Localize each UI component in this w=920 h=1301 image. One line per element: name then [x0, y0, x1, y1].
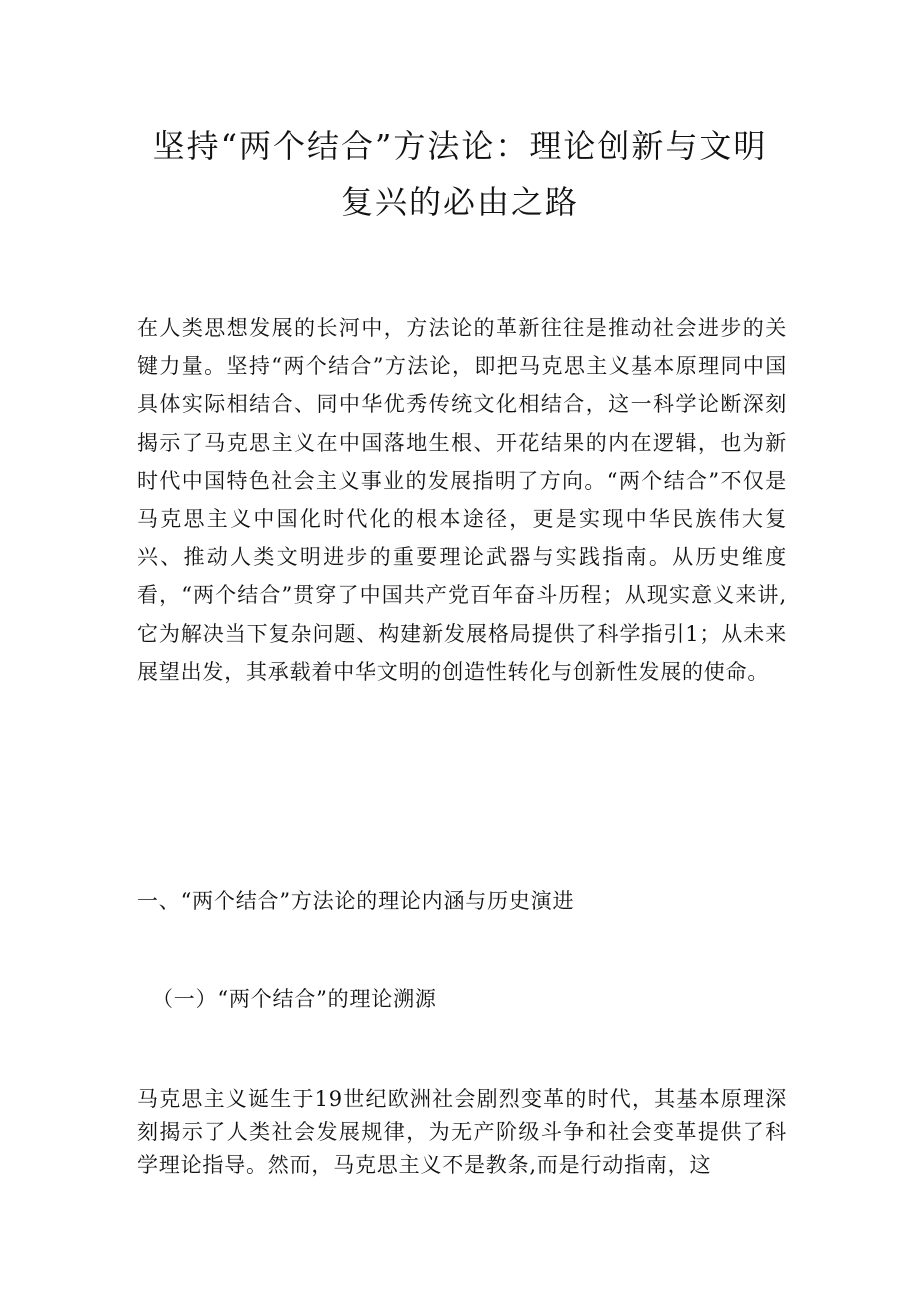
section-heading: 一、“两个结合”方法论的理论内涵与历史演进 [137, 889, 575, 913]
intro-paragraph: 在人类思想发展的长河中，方法论的革新往往是推动社会进步的关键力量。坚持“两个结合”方法论，即把马克思主义基本原理同中国具体实际相结合、同中华优秀传统文化相结合，这一科学论断深刻揭示了马克思主义在中国落地生根、开花结果的内在逻辑，也为新时代中国特色社会主义事业的发展指明了方向。“两个结合”不仅是马克思主义中国化时代化的根本途径，更是实现中华民族伟大复兴、推动人类文明进步的重要理论武器与实践指南。从历史维度看，“两个结合”贯穿了中国共产党百年奋斗历程；从现实意义来讲,它为解决当下复杂问题、构建新发展格局提供了科学指引1；从未来展望出发，其承载着中华文明的创造性转化与创新性发展的使命。 [137, 316, 787, 684]
body-paragraph: 马克思主义诞生于19世纪欧洲社会剧烈变革的时代，其基本原理深刻揭示了人类社会发展规律，为无产阶级斗争和社会变革提供了科学理论指导。然而，马克思主义不是教条,而是行动指南，这 [137, 1087, 787, 1177]
subsection-heading: （一）“两个结合”的理论溯源 [152, 987, 437, 1011]
document-title-line-2: 复兴的必由之路 [340, 183, 579, 221]
document-title-line-1: 坚持“两个结合”方法论：理论创新与文明 [152, 127, 768, 165]
